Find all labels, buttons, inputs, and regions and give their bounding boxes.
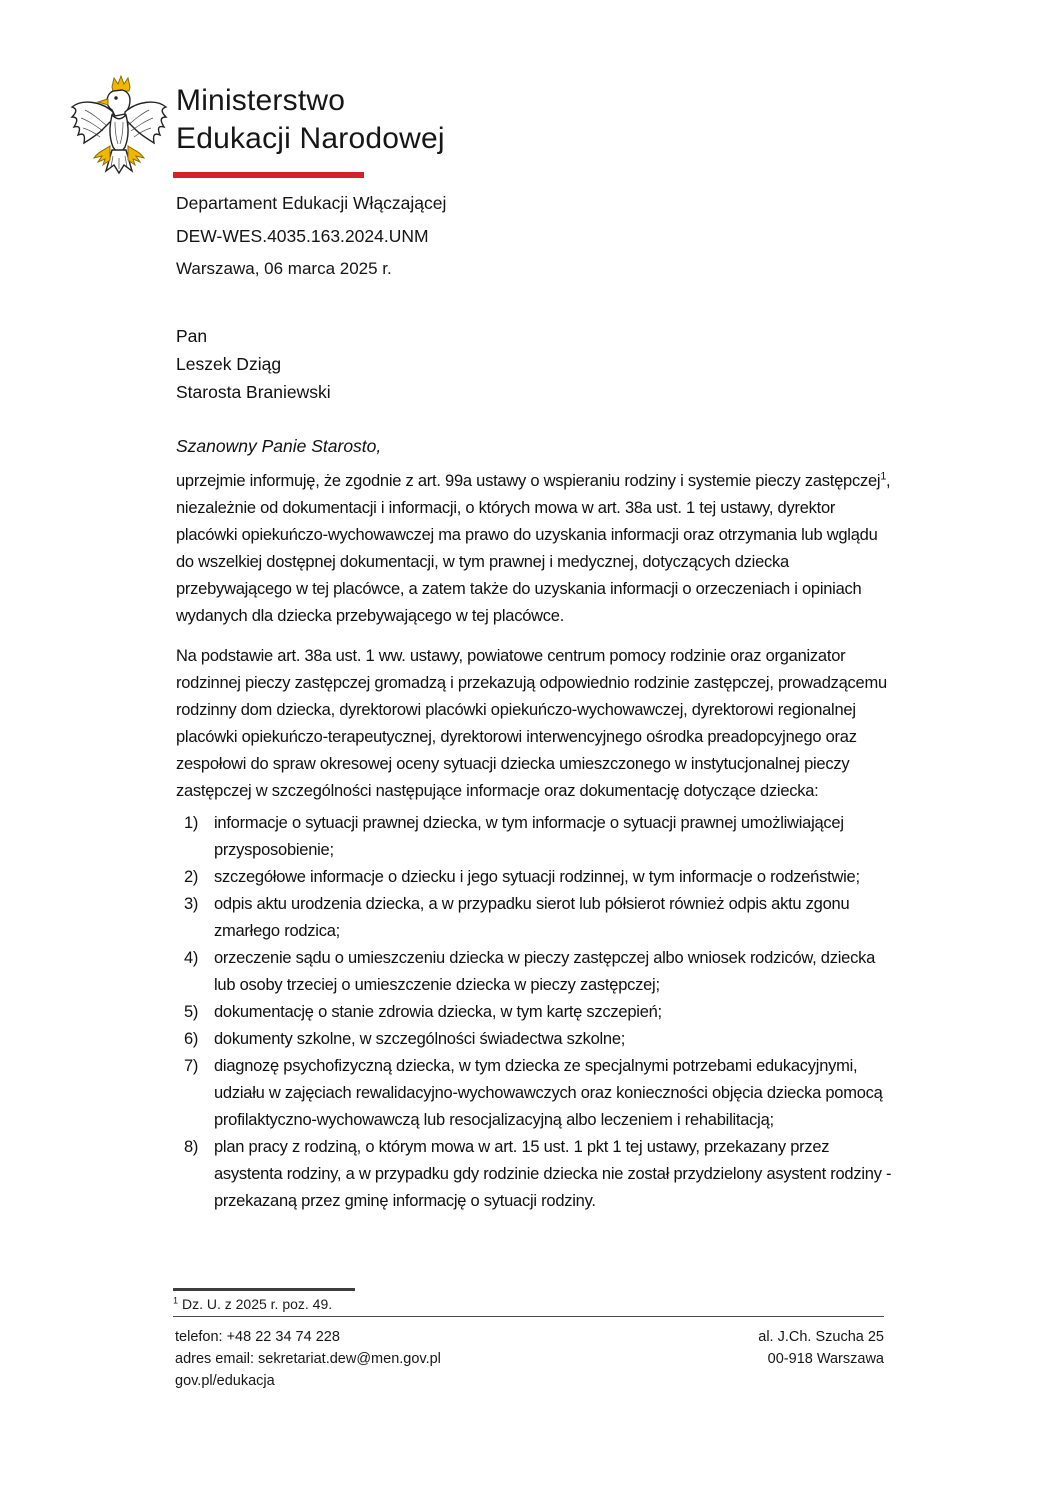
ministry-name-line2: Edukacji Narodowej [176, 122, 445, 155]
footer-postal-city: 00-918 Warszawa [767, 1351, 884, 1367]
footer-street-address: al. J.Ch. Szucha 25 [758, 1329, 884, 1345]
list-item [176, 1026, 892, 1053]
footer-website: gov.pl/edukacja [175, 1373, 275, 1389]
numbered-list [176, 810, 892, 1215]
footnote-block [173, 1288, 884, 1317]
list-item-number: 7) [184, 1057, 199, 1075]
list-item [176, 1053, 892, 1134]
list-item [176, 1134, 892, 1215]
footnote-reference-marker: 1 [880, 470, 887, 483]
footnote-citation: Dz. U. z 2025 r. poz. 49. [178, 1296, 333, 1312]
list-item-text: informacje o sytuacji prawnej dziecka, w tym informacje o sytuacji prawnej umożliwiającej przysposobienie; [214, 814, 844, 859]
place-and-date: Warszawa, 06 marca 2025 r. [176, 259, 392, 278]
footer-address-right [758, 1326, 884, 1370]
footer-contact-left [175, 1326, 441, 1392]
recipient-block [176, 322, 331, 406]
list-item-text: dokumentację o stanie zdrowia dziecka, w tym kartę szczepień; [214, 1003, 662, 1021]
list-item [176, 999, 892, 1026]
recipient-name: Leszek Dziąg [176, 354, 282, 374]
list-item-number: 2) [184, 868, 199, 886]
recipient-title: Pan [176, 326, 208, 346]
paragraph-1 [176, 468, 892, 630]
polish-eagle-emblem-icon [66, 74, 168, 184]
footnote-separator-rule [173, 1288, 355, 1291]
list-item-number: 6) [184, 1030, 199, 1048]
list-item-text: diagnozę psychofizyczną dziecka, w tym dziecka ze specjalnymi potrzebami edukacyjnymi, udziału w zajęciach rewalidacyjno-wychowawczych oraz konieczności objęcia dziecka pomocą profilaktyczno-wychowawczą lub resocjalizacyjną albo leczeniem i rehabilitacją; [214, 1057, 883, 1129]
paragraph-1-text: uprzejmie informuję, że zgodnie z art. 99a ustawy o wspieraniu rodziny i systemie pieczy zastępczej [176, 472, 881, 490]
list-item-text: plan pracy z rodziną, o którym mowa w art. 15 ust. 1 pkt 1 tej ustawy, przekazany przez asystenta rodziny, a w przypadku gdy rodzinie dziecka nie został przydzielony asystent rodziny - przekazaną przez gminę informację o sytuacji rodziny. [214, 1138, 892, 1210]
department-name: Departament Edukacji Włączającej [176, 193, 447, 213]
list-item-text: odpis aktu urodzenia dziecka, a w przypadku sierot lub półsierot również odpis aktu zgonu zmarłego rodzica; [214, 895, 850, 940]
recipient-role: Starosta Braniewski [176, 382, 331, 402]
list-item-text: orzeczenie sądu o umieszczeniu dziecka w pieczy zastępczej albo wniosek rodziców, dziecka lub osoby trzeciej o umieszczenie dziecka w pieczy zastępczej; [214, 949, 876, 994]
list-item-number: 8) [184, 1138, 199, 1156]
reference-number: DEW-WES.4035.163.2024.UNM [176, 226, 429, 246]
list-item [176, 864, 892, 891]
list-item [176, 810, 892, 864]
letter-body [176, 468, 892, 1215]
list-item-text: szczegółowe informacje o dziecku i jego sytuacji rodzinnej, w tym informacje o rodzeństwie; [214, 868, 860, 886]
list-item-number: 5) [184, 1003, 199, 1021]
red-accent-rule [173, 172, 364, 178]
list-item-text: dokumenty szkolne, w szczególności świadectwa szkolne; [214, 1030, 626, 1048]
footnote-number: 1 [173, 1295, 179, 1306]
list-item-number: 1) [184, 814, 199, 832]
paragraph-2: Na podstawie art. 38a ust. 1 ww. ustawy, powiatowe centrum pomocy rodzinie oraz organizator rodzinnej pieczy zastępczej gromadzą i przekazują odpowiednio rodzinie zastępczej, prowadzącemu rodzinny dom dziecka, dyrektorowi placówki opiekuńczo-wychowawczej, dyrektorowi regionalnej placówki opiekuńczo-terapeutycznej, dyrektorowi interwencyjnego ośrodka preadopcyjnego oraz zespołowi do spraw okresowej oceny sytuacji dziecka umieszczonego w instytucjonalnej pieczy zastępczej w szczególności następujące informacje oraz dokumentację dotyczące dziecka: [176, 647, 887, 800]
list-item-number: 4) [184, 949, 199, 967]
ministry-name-line1: Ministerstwo [176, 84, 346, 117]
footer-email: adres email: sekretariat.dew@men.gov.pl [175, 1351, 441, 1367]
footer-phone: telefon: +48 22 34 74 228 [175, 1329, 340, 1345]
footnote-text [173, 1296, 884, 1317]
list-item-number: 3) [184, 895, 199, 913]
salutation: Szanowny Panie Starosto, [176, 436, 382, 456]
footer-contact-block [175, 1326, 884, 1392]
paragraph-1-text-continued: , niezależnie od dokumentacji i informacji, o których mowa w art. 38a ust. 1 tej ustawy, dyrektor placówki opiekuńczo-wychowawczej ma prawo do uzyskania informacji oraz otrzymania lub wglądu do wszelkiej dostępnej dokumentacji, w tym prawnej i medycznej, dotyczących dziecka przebywającego w tej placówce, a zatem także do uzyskania informacji o orzeczeniach i opiniach wydanych dla dziecka przebywającego w tej placówce. [176, 472, 891, 625]
list-item [176, 945, 892, 999]
list-item [176, 891, 892, 945]
ministry-name [176, 82, 445, 158]
